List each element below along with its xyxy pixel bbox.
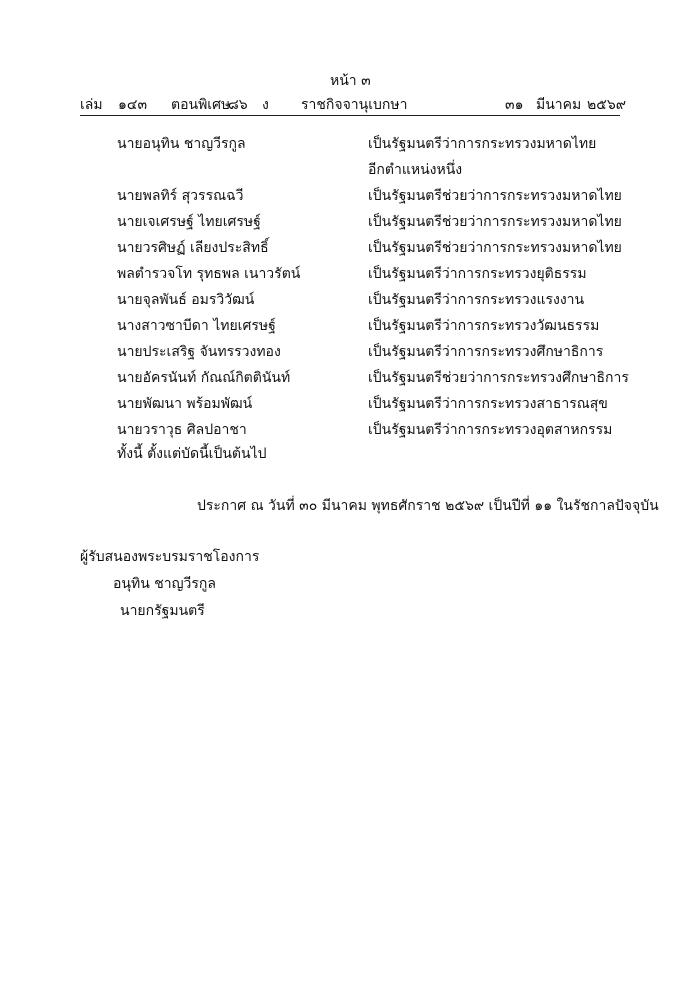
appointee-position: เป็นรัฐมนตรีช่วยว่าการกระทรวงมหาดไทย bbox=[368, 188, 622, 204]
appointee-position: เป็นรัฐมนตรีว่าการกระทรวงวัฒนธรรม bbox=[368, 318, 600, 334]
appointee-name: นายพลทิร์ สุวรรณฉวี bbox=[117, 188, 244, 204]
countersign-title: นายกรัฐมนตรี bbox=[120, 603, 205, 619]
appointee-name: นายเจเศรษฐ์ ไทยเศรษฐ์ bbox=[117, 214, 261, 230]
appointee-position: เป็นรัฐมนตรีว่าการกระทรวงมหาดไทย bbox=[368, 136, 597, 152]
appointment-row bbox=[0, 263, 700, 289]
effective-clause-row bbox=[0, 443, 700, 469]
appointee-name: นายวราวุธ ศิลปอาชา bbox=[117, 422, 247, 438]
volume-number: ๑๔๓ bbox=[118, 97, 148, 113]
appointee-position: เป็นรัฐมนตรีว่าการกระทรวงอุตสาหกรรม bbox=[368, 422, 613, 438]
header-rule bbox=[80, 115, 620, 116]
section-label: ตอนพิเศษ bbox=[171, 97, 231, 113]
appointment-row bbox=[0, 133, 700, 159]
appointment-row bbox=[0, 289, 700, 315]
header-year: ๒๕๖๙ bbox=[587, 97, 626, 113]
appointment-row bbox=[0, 419, 700, 445]
page-number: หน้า ๓ bbox=[330, 73, 371, 89]
appointee-name: นายอัครนันท์ กัณณ์กิตตินันท์ bbox=[117, 370, 291, 386]
appointment-row bbox=[0, 315, 700, 341]
appointment-row bbox=[0, 393, 700, 419]
appointee-name: พลตำรวจโท รุทธพล เนาวรัตน์ bbox=[117, 266, 301, 282]
appointment-row bbox=[0, 237, 700, 263]
effective-clause: ทั้งนี้ ตั้งแต่บัดนี้เป็นต้นไป bbox=[117, 446, 267, 462]
gazette-name: ราชกิจจานุเบกษา bbox=[301, 97, 408, 113]
appointee-position: เป็นรัฐมนตรีว่าการกระทรวงยุติธรรม bbox=[368, 266, 587, 282]
appointment-row bbox=[0, 211, 700, 237]
appointment-row bbox=[0, 185, 700, 211]
appointee-name: นายจุลพันธ์ อมรวิวัฒน์ bbox=[117, 292, 255, 308]
appointee-position: เป็นรัฐมนตรีช่วยว่าการกระทรวงมหาดไทย bbox=[368, 240, 622, 256]
appointee-position: เป็นรัฐมนตรีช่วยว่าการกระทรวงมหาดไทย bbox=[368, 214, 622, 230]
header-day: ๓๑ bbox=[505, 97, 524, 113]
section-number: ๘๖ bbox=[228, 97, 248, 113]
appointee-name: นายประเสริฐ จันทรรวงทอง bbox=[117, 344, 281, 360]
appointee-name: นายวรศิษฏ์ เลียงประสิทธิ์ bbox=[117, 240, 269, 256]
appointment-row bbox=[0, 367, 700, 393]
volume-label: เล่ม bbox=[80, 97, 103, 113]
section-letter: ง bbox=[262, 97, 269, 113]
appointee-position: เป็นรัฐมนตรีว่าการกระทรวงสาธารณสุข bbox=[368, 396, 608, 412]
header-month: มีนาคม bbox=[536, 97, 582, 113]
appointee-name: นายอนุทิน ชาญวีรกูล bbox=[117, 136, 246, 152]
appointee-name: นายพัฒนา พร้อมพัฒน์ bbox=[117, 396, 253, 412]
appointee-position: เป็นรัฐมนตรีว่าการกระทรวงศึกษาธิการ bbox=[368, 344, 604, 360]
appointment-row bbox=[0, 159, 700, 185]
appointment-row bbox=[0, 341, 700, 367]
countersign-name: อนุทิน ชาญวีรกูล bbox=[113, 576, 216, 592]
proclamation-date: ประกาศ ณ วันที่ ๓๐ มีนาคม พุทธศักราช ๒๕๖๙ เป็นปีที่ ๑๑ ในรัชกาลปัจจุบัน bbox=[197, 498, 659, 514]
appointee-position: เป็นรัฐมนตรีว่าการกระทรวงแรงงาน bbox=[368, 292, 585, 308]
appointee-position: เป็นรัฐมนตรีช่วยว่าการกระทรวงศึกษาธิการ bbox=[368, 370, 629, 386]
appointee-name: นางสาวซาบีดา ไทยเศรษฐ์ bbox=[117, 318, 276, 334]
appointee-position-continued: อีกตำแหน่งหนึ่ง bbox=[368, 162, 463, 178]
countersign-heading: ผู้รับสนองพระบรมราชโองการ bbox=[80, 549, 260, 565]
